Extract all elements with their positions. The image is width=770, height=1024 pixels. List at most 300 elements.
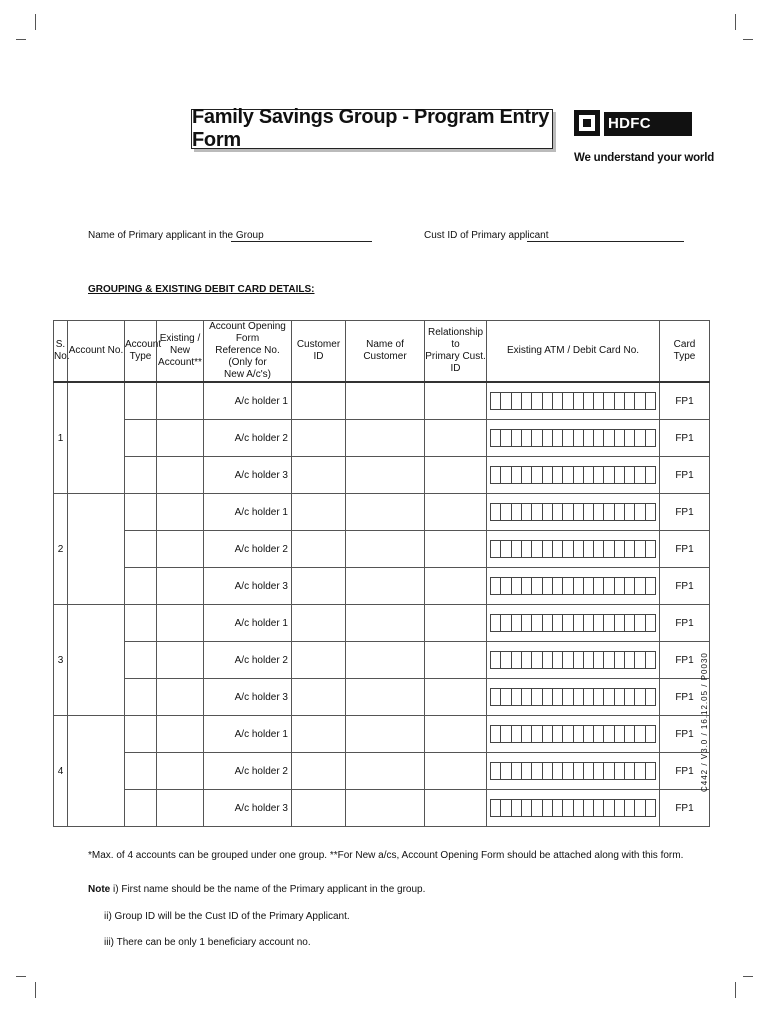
card-digit-box[interactable]: [574, 763, 584, 779]
card-digit-box[interactable]: [543, 430, 553, 446]
card-digit-box[interactable]: [563, 763, 573, 779]
relationship-cell[interactable]: [425, 716, 487, 753]
card-digit-box[interactable]: [522, 615, 532, 631]
customer-name-cell[interactable]: [346, 457, 425, 494]
card-digit-box[interactable]: [563, 726, 573, 742]
card-digit-box[interactable]: [604, 541, 614, 557]
card-digit-box[interactable]: [594, 467, 604, 483]
card-digit-box[interactable]: [553, 763, 563, 779]
card-digit-box[interactable]: [522, 430, 532, 446]
existing-new-cell[interactable]: [157, 494, 204, 531]
card-digit-box[interactable]: [501, 689, 511, 705]
relationship-cell[interactable]: [425, 642, 487, 679]
card-digit-box[interactable]: [532, 800, 542, 816]
customer-id-cell[interactable]: [292, 382, 346, 420]
card-digit-box[interactable]: [646, 430, 655, 446]
relationship-cell[interactable]: [425, 457, 487, 494]
card-digit-box[interactable]: [512, 393, 522, 409]
existing-new-cell[interactable]: [157, 605, 204, 642]
card-digit-box[interactable]: [646, 541, 655, 557]
card-digit-box[interactable]: [574, 467, 584, 483]
card-digit-box[interactable]: [625, 800, 635, 816]
card-digit-box[interactable]: [574, 430, 584, 446]
card-digit-box[interactable]: [574, 689, 584, 705]
card-digit-box[interactable]: [553, 800, 563, 816]
card-digit-box[interactable]: [584, 504, 594, 520]
customer-name-cell[interactable]: [346, 790, 425, 827]
account-no-cell[interactable]: [68, 494, 125, 605]
customer-name-cell[interactable]: [346, 642, 425, 679]
card-number-boxes[interactable]: [490, 651, 656, 669]
card-digit-box[interactable]: [512, 467, 522, 483]
card-digit-box[interactable]: [563, 578, 573, 594]
card-digit-box[interactable]: [532, 430, 542, 446]
table-row: [54, 457, 710, 494]
card-number-cell[interactable]: [487, 494, 660, 531]
card-digit-box[interactable]: [563, 652, 573, 668]
card-digit-box[interactable]: [501, 652, 511, 668]
card-digit-box[interactable]: [553, 430, 563, 446]
card-digit-box[interactable]: [646, 578, 655, 594]
card-digit-box[interactable]: [625, 578, 635, 594]
relationship-cell[interactable]: [425, 420, 487, 457]
card-digit-box[interactable]: [491, 541, 501, 557]
card-digit-box[interactable]: [615, 393, 625, 409]
account-type-cell[interactable]: [125, 716, 157, 753]
card-digit-box[interactable]: [491, 689, 501, 705]
card-digit-box[interactable]: [574, 393, 584, 409]
card-digit-box[interactable]: [491, 615, 501, 631]
card-digit-box[interactable]: [604, 726, 614, 742]
card-digit-box[interactable]: [512, 430, 522, 446]
card-digit-box[interactable]: [574, 800, 584, 816]
customer-id-cell[interactable]: [292, 457, 346, 494]
card-digit-box[interactable]: [646, 467, 655, 483]
card-number-boxes[interactable]: [490, 466, 656, 484]
card-digit-box[interactable]: [625, 726, 635, 742]
account-type-cell[interactable]: [125, 382, 157, 420]
card-digit-box[interactable]: [594, 689, 604, 705]
card-number-cell[interactable]: [487, 605, 660, 642]
card-digit-box[interactable]: [512, 615, 522, 631]
card-digit-box[interactable]: [615, 467, 625, 483]
card-digit-box[interactable]: [604, 393, 614, 409]
card-digit-box[interactable]: [625, 763, 635, 779]
card-digit-box[interactable]: [512, 652, 522, 668]
card-digit-box[interactable]: [594, 800, 604, 816]
card-number-cell[interactable]: [487, 716, 660, 753]
card-digit-box[interactable]: [604, 430, 614, 446]
card-digit-box[interactable]: [522, 467, 532, 483]
card-digit-box[interactable]: [553, 689, 563, 705]
card-digit-box[interactable]: [522, 689, 532, 705]
card-digit-box[interactable]: [543, 615, 553, 631]
card-digit-box[interactable]: [635, 578, 645, 594]
card-number-cell[interactable]: [487, 420, 660, 457]
card-digit-box[interactable]: [594, 578, 604, 594]
card-digit-box[interactable]: [635, 541, 645, 557]
card-digit-box[interactable]: [491, 430, 501, 446]
card-digit-box[interactable]: [532, 689, 542, 705]
card-digit-box[interactable]: [522, 541, 532, 557]
card-digit-box[interactable]: [646, 504, 655, 520]
card-digit-box[interactable]: [635, 726, 645, 742]
table-row: [54, 642, 710, 679]
card-number-boxes[interactable]: [490, 799, 656, 817]
customer-id-cell[interactable]: [292, 753, 346, 790]
card-digit-box[interactable]: [522, 578, 532, 594]
card-digit-box[interactable]: [512, 800, 522, 816]
account-type-cell[interactable]: [125, 457, 157, 494]
card-digit-box[interactable]: [635, 430, 645, 446]
card-digit-box[interactable]: [635, 763, 645, 779]
card-digit-box[interactable]: [553, 726, 563, 742]
card-digit-box[interactable]: [584, 615, 594, 631]
card-number-cell[interactable]: [487, 382, 660, 420]
card-digit-box[interactable]: [501, 430, 511, 446]
card-digit-box[interactable]: [543, 467, 553, 483]
card-digit-box[interactable]: [646, 763, 655, 779]
relationship-cell[interactable]: [425, 531, 487, 568]
card-digit-box[interactable]: [553, 541, 563, 557]
card-digit-box[interactable]: [563, 689, 573, 705]
card-digit-box[interactable]: [625, 504, 635, 520]
card-digit-box[interactable]: [604, 504, 614, 520]
card-digit-box[interactable]: [563, 430, 573, 446]
table-row: [54, 790, 710, 827]
primary-applicant-name-label: Name of Primary applicant in the Group: [88, 230, 264, 241]
card-digit-box[interactable]: [501, 393, 511, 409]
account-type-cell[interactable]: [125, 679, 157, 716]
relationship-cell[interactable]: [425, 679, 487, 716]
account-type-cell[interactable]: [125, 642, 157, 679]
card-digit-box[interactable]: [604, 467, 614, 483]
card-number-cell[interactable]: [487, 679, 660, 716]
card-digit-box[interactable]: [584, 430, 594, 446]
account-holder-label: A/c holder 1: [204, 494, 292, 531]
customer-id-cell[interactable]: [292, 420, 346, 457]
existing-new-cell[interactable]: [157, 568, 204, 605]
card-type-cell: FP1: [660, 568, 710, 605]
card-digit-box[interactable]: [635, 652, 645, 668]
card-digit-box[interactable]: [553, 652, 563, 668]
card-digit-box[interactable]: [512, 726, 522, 742]
card-digit-box[interactable]: [604, 763, 614, 779]
card-digit-box[interactable]: [522, 763, 532, 779]
card-type-cell: FP1: [660, 753, 710, 790]
card-digit-box[interactable]: [543, 541, 553, 557]
relationship-cell[interactable]: [425, 568, 487, 605]
card-digit-box[interactable]: [615, 800, 625, 816]
card-digit-box[interactable]: [635, 615, 645, 631]
account-no-cell[interactable]: [68, 716, 125, 827]
card-digit-box[interactable]: [491, 393, 501, 409]
card-digit-box[interactable]: [543, 393, 553, 409]
card-number-cell[interactable]: [487, 753, 660, 790]
card-digit-box[interactable]: [543, 504, 553, 520]
card-digit-box[interactable]: [625, 541, 635, 557]
card-digit-box[interactable]: [594, 541, 604, 557]
card-digit-box[interactable]: [594, 430, 604, 446]
card-digit-box[interactable]: [501, 615, 511, 631]
account-holder-label: A/c holder 1: [204, 605, 292, 642]
card-digit-box[interactable]: [532, 652, 542, 668]
header-customer-name: Name of Customer: [346, 321, 425, 383]
relationship-cell[interactable]: [425, 790, 487, 827]
card-digit-box[interactable]: [625, 615, 635, 631]
card-digit-box[interactable]: [584, 763, 594, 779]
card-digit-box[interactable]: [563, 615, 573, 631]
card-digit-box[interactable]: [543, 652, 553, 668]
card-number-boxes[interactable]: [490, 540, 656, 558]
card-digit-box[interactable]: [563, 393, 573, 409]
card-digit-box[interactable]: [635, 689, 645, 705]
card-digit-box[interactable]: [522, 652, 532, 668]
card-digit-box[interactable]: [522, 504, 532, 520]
card-digit-box[interactable]: [501, 763, 511, 779]
card-digit-box[interactable]: [615, 726, 625, 742]
card-digit-box[interactable]: [615, 615, 625, 631]
relationship-cell[interactable]: [425, 382, 487, 420]
primary-cust-id-field[interactable]: [527, 241, 684, 242]
existing-new-cell[interactable]: [157, 457, 204, 494]
card-digit-box[interactable]: [594, 763, 604, 779]
customer-id-cell[interactable]: [292, 716, 346, 753]
card-number-boxes[interactable]: [490, 429, 656, 447]
card-digit-box[interactable]: [491, 800, 501, 816]
card-type-cell: FP1: [660, 790, 710, 827]
account-no-cell[interactable]: [68, 605, 125, 716]
card-digit-box[interactable]: [532, 578, 542, 594]
card-digit-box[interactable]: [615, 541, 625, 557]
card-digit-box[interactable]: [563, 800, 573, 816]
card-digit-box[interactable]: [501, 467, 511, 483]
card-digit-box[interactable]: [512, 763, 522, 779]
account-type-cell[interactable]: [125, 753, 157, 790]
relationship-cell[interactable]: [425, 494, 487, 531]
card-digit-box[interactable]: [646, 800, 655, 816]
card-digit-box[interactable]: [615, 430, 625, 446]
card-digit-box[interactable]: [594, 393, 604, 409]
card-digit-box[interactable]: [512, 689, 522, 705]
card-number-boxes[interactable]: [490, 614, 656, 632]
card-digit-box[interactable]: [646, 689, 655, 705]
card-digit-box[interactable]: [594, 652, 604, 668]
card-digit-box[interactable]: [491, 467, 501, 483]
crop-mark: [16, 976, 26, 977]
card-digit-box[interactable]: [574, 504, 584, 520]
card-digit-box[interactable]: [501, 504, 511, 520]
account-type-cell[interactable]: [125, 494, 157, 531]
card-number-cell[interactable]: [487, 642, 660, 679]
card-digit-box[interactable]: [553, 467, 563, 483]
card-digit-box[interactable]: [615, 689, 625, 705]
card-digit-box[interactable]: [584, 541, 594, 557]
existing-new-cell[interactable]: [157, 420, 204, 457]
card-digit-box[interactable]: [604, 689, 614, 705]
account-type-cell[interactable]: [125, 605, 157, 642]
card-digit-box[interactable]: [491, 652, 501, 668]
customer-name-cell[interactable]: [346, 605, 425, 642]
card-digit-box[interactable]: [532, 541, 542, 557]
card-digit-box[interactable]: [553, 615, 563, 631]
account-type-cell[interactable]: [125, 531, 157, 568]
card-digit-box[interactable]: [532, 393, 542, 409]
card-digit-box[interactable]: [543, 726, 553, 742]
customer-name-cell[interactable]: [346, 716, 425, 753]
card-digit-box[interactable]: [604, 615, 614, 631]
customer-name-cell[interactable]: [346, 420, 425, 457]
card-digit-box[interactable]: [574, 726, 584, 742]
existing-new-cell[interactable]: [157, 716, 204, 753]
existing-new-cell[interactable]: [157, 642, 204, 679]
existing-new-cell[interactable]: [157, 679, 204, 716]
card-number-boxes[interactable]: [490, 503, 656, 521]
card-digit-box[interactable]: [625, 430, 635, 446]
card-digit-box[interactable]: [553, 393, 563, 409]
serial-number: 1: [54, 382, 68, 494]
card-digit-box[interactable]: [584, 393, 594, 409]
primary-applicant-name-field[interactable]: [231, 241, 372, 242]
card-number-boxes[interactable]: [490, 762, 656, 780]
card-digit-box[interactable]: [512, 541, 522, 557]
card-digit-box[interactable]: [646, 652, 655, 668]
customer-id-cell[interactable]: [292, 642, 346, 679]
card-digit-box[interactable]: [584, 652, 594, 668]
account-no-cell[interactable]: [68, 382, 125, 494]
card-number-boxes[interactable]: [490, 725, 656, 743]
card-digit-box[interactable]: [584, 726, 594, 742]
card-digit-box[interactable]: [501, 541, 511, 557]
card-digit-box[interactable]: [625, 393, 635, 409]
existing-new-cell[interactable]: [157, 382, 204, 420]
card-digit-box[interactable]: [584, 800, 594, 816]
card-digit-box[interactable]: [543, 689, 553, 705]
card-digit-box[interactable]: [594, 504, 604, 520]
card-digit-box[interactable]: [543, 800, 553, 816]
card-digit-box[interactable]: [604, 800, 614, 816]
card-number-cell[interactable]: [487, 568, 660, 605]
card-digit-box[interactable]: [646, 615, 655, 631]
card-digit-box[interactable]: [635, 504, 645, 520]
account-type-cell[interactable]: [125, 568, 157, 605]
account-holder-label: A/c holder 1: [204, 716, 292, 753]
card-digit-box[interactable]: [491, 763, 501, 779]
card-digit-box[interactable]: [646, 726, 655, 742]
customer-name-cell[interactable]: [346, 679, 425, 716]
card-digit-box[interactable]: [532, 615, 542, 631]
card-digit-box[interactable]: [625, 467, 635, 483]
crop-mark: [35, 982, 36, 998]
relationship-cell[interactable]: [425, 753, 487, 790]
card-digit-box[interactable]: [563, 467, 573, 483]
card-number-cell[interactable]: [487, 531, 660, 568]
existing-new-cell[interactable]: [157, 790, 204, 827]
card-digit-box[interactable]: [563, 504, 573, 520]
customer-id-cell[interactable]: [292, 605, 346, 642]
card-digit-box[interactable]: [584, 578, 594, 594]
card-digit-box[interactable]: [625, 652, 635, 668]
card-digit-box[interactable]: [635, 393, 645, 409]
card-digit-box[interactable]: [532, 763, 542, 779]
card-digit-box[interactable]: [491, 578, 501, 594]
card-digit-box[interactable]: [604, 578, 614, 594]
card-digit-box[interactable]: [543, 763, 553, 779]
account-type-cell[interactable]: [125, 420, 157, 457]
card-digit-box[interactable]: [501, 578, 511, 594]
card-digit-box[interactable]: [501, 726, 511, 742]
card-digit-box[interactable]: [584, 467, 594, 483]
card-digit-box[interactable]: [522, 800, 532, 816]
card-digit-box[interactable]: [625, 689, 635, 705]
customer-name-cell[interactable]: [346, 494, 425, 531]
card-digit-box[interactable]: [615, 763, 625, 779]
card-digit-box[interactable]: [574, 652, 584, 668]
customer-name-cell[interactable]: [346, 568, 425, 605]
card-digit-box[interactable]: [553, 578, 563, 594]
card-digit-box[interactable]: [574, 578, 584, 594]
customer-id-cell[interactable]: [292, 679, 346, 716]
card-digit-box[interactable]: [532, 467, 542, 483]
card-digit-box[interactable]: [594, 615, 604, 631]
card-type-cell: FP1: [660, 642, 710, 679]
customer-id-cell[interactable]: [292, 494, 346, 531]
existing-new-cell[interactable]: [157, 531, 204, 568]
card-digit-box[interactable]: [501, 800, 511, 816]
card-number-cell[interactable]: [487, 457, 660, 494]
customer-id-cell[interactable]: [292, 568, 346, 605]
customer-name-cell[interactable]: [346, 753, 425, 790]
card-number-cell[interactable]: [487, 790, 660, 827]
card-digit-box[interactable]: [635, 800, 645, 816]
card-digit-box[interactable]: [615, 652, 625, 668]
card-digit-box[interactable]: [574, 615, 584, 631]
card-digit-box[interactable]: [594, 726, 604, 742]
card-digit-box[interactable]: [522, 726, 532, 742]
customer-name-cell[interactable]: [346, 382, 425, 420]
card-digit-box[interactable]: [512, 578, 522, 594]
card-digit-box[interactable]: [491, 504, 501, 520]
card-digit-box[interactable]: [584, 689, 594, 705]
card-digit-box[interactable]: [553, 504, 563, 520]
customer-name-cell[interactable]: [346, 531, 425, 568]
existing-new-cell[interactable]: [157, 753, 204, 790]
account-type-cell[interactable]: [125, 790, 157, 827]
card-digit-box[interactable]: [604, 652, 614, 668]
card-number-boxes[interactable]: [490, 577, 656, 595]
customer-id-cell[interactable]: [292, 790, 346, 827]
customer-id-cell[interactable]: [292, 531, 346, 568]
card-digit-box[interactable]: [574, 541, 584, 557]
account-holder-label: A/c holder 1: [204, 382, 292, 420]
relationship-cell[interactable]: [425, 605, 487, 642]
card-number-boxes[interactable]: [490, 392, 656, 410]
card-digit-box[interactable]: [532, 504, 542, 520]
card-number-boxes[interactable]: [490, 688, 656, 706]
card-digit-box[interactable]: [635, 467, 645, 483]
card-digit-box[interactable]: [615, 578, 625, 594]
card-digit-box[interactable]: [615, 504, 625, 520]
note-label: Note: [88, 884, 111, 895]
card-digit-box[interactable]: [512, 504, 522, 520]
card-digit-box[interactable]: [543, 578, 553, 594]
card-digit-box[interactable]: [522, 393, 532, 409]
card-digit-box[interactable]: [563, 541, 573, 557]
card-digit-box[interactable]: [491, 726, 501, 742]
table-header-row: [54, 321, 710, 383]
card-digit-box[interactable]: [532, 726, 542, 742]
card-digit-box[interactable]: [646, 393, 655, 409]
